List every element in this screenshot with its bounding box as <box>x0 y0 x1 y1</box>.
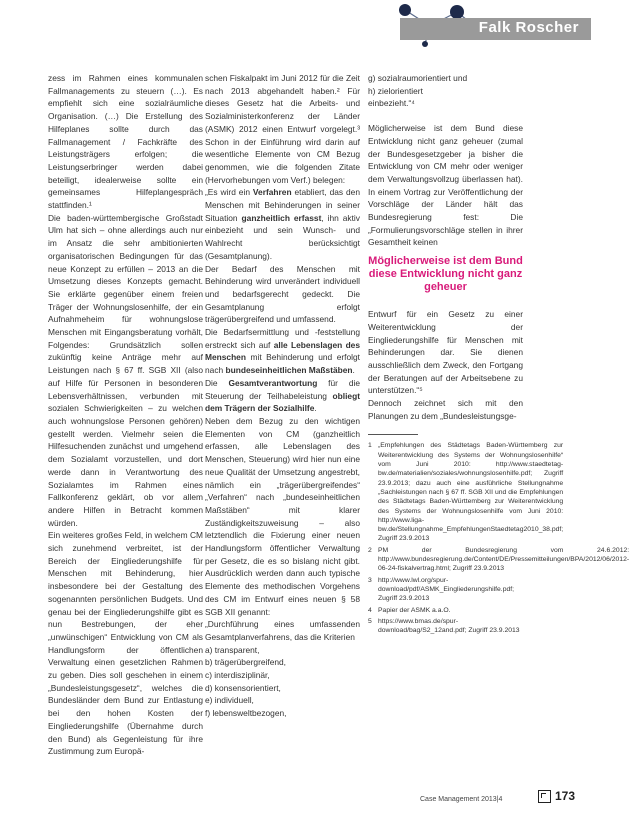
footnote-number: 3 <box>368 576 372 584</box>
list-item: h) zielorientiert <box>368 85 423 96</box>
list-item: einbezieht.“⁴ <box>368 98 415 109</box>
text-span: . <box>314 403 317 414</box>
footnote-text: Papier der ASMK a.a.O. <box>378 606 451 614</box>
list-item: b) trägerübergreifend, <box>205 657 287 668</box>
text-span: Die Bedarfsermittlung und -feststellung erstreckt sich auf <box>205 327 360 350</box>
footnote-number: 4 <box>368 606 372 614</box>
footnote-text: https://www.bmas.de/spur-download/bag/S2_12and.pdf; Zugriff 23.9.2013 <box>378 617 520 635</box>
footnote <box>368 606 523 615</box>
text-span: etabliert, das den Menschen mit Behinderungen in seiner Situation <box>205 187 360 223</box>
footnote <box>368 441 564 543</box>
journal-logo-icon <box>538 790 551 803</box>
page-number: 173 <box>555 789 576 803</box>
text-span: , ihn aktiv einbezieht und sein Wunsch- und Wahlrecht berücksichtigt (Gesamtplanung). <box>205 212 360 261</box>
list-item: e) individuell, <box>205 695 254 706</box>
paragraph: zess im Rahmen eines kommunalen Fallmanagements zu steuern (…). Es empfiehlt sich eine sozialräumliche Organisation. (…) Die Erstellung des Hilfeplanes sollte durch das Fallmanagement / Fachkräfte des Leistungsträgers erfolgen; die Leistungserbringer werden dabei beteiligt, idealerweise sollte ein gemeinsames Hilfeplangespräch stattfinden.¹ <box>48 73 203 211</box>
paragraph: Dennoch zeichnet sich mit den Planungen zu dem „Bundesleistungsge- <box>368 398 523 421</box>
quote-paragraph: Der Bedarf des Menschen mit Behinderung wird unverändert individuell und bedarfsgerecht gedeckt. Die Gesamtplanung erfolgt trägerübergreifend und umfassend. <box>205 263 360 325</box>
bold-text: alle Lebenslagen des Menschen <box>205 339 360 363</box>
quote-paragraph <box>205 186 360 262</box>
quote-paragraph <box>205 377 360 415</box>
text-span: mit Behinderung und erfolgt nach <box>205 352 360 376</box>
footnote-number: 1 <box>368 442 372 450</box>
footnote-text: „Empfehlungen des Städtetags Baden-Württemberg zur Weiterentwicklung des Systems der Wohnungslosenhilfe“ vom Juni 2010: http://www.staedtetag-bw.de/materialien/soziales/wohnungslosenhilfe.pdf; Zugriff 23.9.2013; dazu auch eine ausführliche Stellungnahme „Sachleistungen nach § 67 ff. SGB XII und die Empfehlungen des Städtetags Baden-Württemberg zur Weiterentwicklung des Systems der Wohnungslosenhilfe vom Juni 2010: http://www.liga-bw.de/Stellungnahme_EmpfehlungenStaedtetag2010_38.pdf; Zugriff 23.9.2013 <box>378 442 564 543</box>
column-2 <box>205 72 360 720</box>
list-item: a) transparent, <box>205 644 260 655</box>
footnote <box>368 576 523 604</box>
page-header <box>0 0 591 48</box>
footnote-text: PM der Bundesregierung vom 24.6.2012: http://www.bundesregierung.de/Content/DE/Pressemitteilungen/BPA/2012/06/2012-06-24-fiskalvertrag.html; Zugriff 23.9.2013 <box>378 546 629 573</box>
column-3 <box>368 72 629 637</box>
bold-text: ganzheitlich erfasst <box>241 212 322 223</box>
paragraph: „Durchführung eines umfassenden Gesamtplanverfahrens, das die Kriterien <box>205 619 360 642</box>
journal-name: Case Management 2013|4 <box>420 796 503 803</box>
paragraph: schen Fiskalpakt im Juni 2012 für die Zeit nach 2013 abgehandelt haben.² Für dieses Gesetz hat die Arbeits- und Sozialministerkonferenz der Länder (ASMK) 2012 einen Entwurf vorgelegt.³ Schon in der Einführung wird darin auf wesentliche Elemente von CM Bezug genommen, wie die folgenden Zitate (Hervorhebungen vom Verf.) belegen: <box>205 73 360 185</box>
list-item: c) interdisziplinär, <box>205 670 270 681</box>
footnote-number: 2 <box>368 546 372 554</box>
paragraph: Ein weiteres großes Feld, in welchem CM sich zunehmend verbreitet, ist der Bereich der Eingliederungshilfe für Menschen mit Behinderung, hier insbesondere bei der Gestaltung des sogenannten persönlichen Budgets. Und genau bei der Eingliederungshilfe gibt es nun Bestrebungen, der eher „unwünschigen“ Entwicklung von CM als Handlungsform der öffentlichen Verwaltung einen gesetzlichen Rahmen zu geben. Dies soll geschehen in einem „Bundesleistungsgesetz“, welches die Bundesländer dem Bund zur Entlastung bei den hohen Kosten der Eingliederungshilfe (Übernahme durch den Bund) als Gegenleistung für ihre Zustimmung zum Europä- <box>48 530 203 757</box>
paragraph: Entwurf für ein Gesetz zu einer Weiterentwicklung der Eingliederungshilfe für Menschen mit Behinderungen dar. Sie dienen ausschließlich dem Zweck, den Fortgang der Beratungen auf der Arbeitsebene zu unterstützen.“⁵ <box>368 309 523 396</box>
text-span: „Es wird ein <box>205 187 253 198</box>
author-name: Falk Roscher <box>478 19 579 36</box>
bold-text: bundeseinheitlichen Maßstäben <box>225 365 353 376</box>
quote-paragraph <box>205 326 360 377</box>
footnote-divider <box>368 434 418 435</box>
bold-text: Gesamtverantwortung <box>228 377 318 388</box>
text-span: Die <box>205 377 229 388</box>
column-1 <box>48 72 203 758</box>
list-item: d) konsensorientiert, <box>205 682 281 693</box>
paragraph: Die baden-württembergische Großstadt Ulm hat sich – ohne allerdings auch nur im Ansatz die sehr ambitionierten organisatorischen Bedingungen für das neue Konzept zu erfüllen – 2013 an die Umsetzung dieses Konzepts gemacht. Sie erklärte gegenüber einem freien Träger der Wohnungslosenhilfe, der ein Aufnahmeheim für wohnungslose Menschen mit Eingangsberatung vorhält, Folgendes: Grundsätzlich sollen zukünftig keine Anträge mehr auf Leistungen nach § 67 ff. SGB XII (also auf Hilfe für Personen in besonderen Lebensverhältnissen, verbunden mit sozialen Schwierigkeiten – zu welchen auch wohnungslose Personen gehören) gestellt werden. Vielmehr seien die Hilfesuchenden zunächst und umgehend dem Sozialamt vorzustellen, und dort werde dann in Verantwortung des Sozialamtes im Rahmen eines Fallkonferenz geklärt, ob vor allem andere Hilfen in Betracht kommen würden. <box>48 212 203 528</box>
text-span: für die Steuerung der Teilhabeleistung <box>205 377 360 401</box>
footnote <box>368 546 629 574</box>
footnote-number: 5 <box>368 617 372 625</box>
footnote-text: http://www.lwl.org/spur-download/pdf/ASMK_Eingliederungshilfe.pdf; Zugriff 23.9.2013 <box>378 576 515 603</box>
pull-quote: Möglicherweise ist dem Bund diese Entwicklung nicht ganz geheuer <box>368 255 523 294</box>
list-item: g) sozialraumorientiert und <box>368 73 468 83</box>
footnote <box>368 617 523 636</box>
text-span: . <box>352 365 355 376</box>
bold-text: Verfahren <box>252 187 292 198</box>
paragraph: Neben dem Bezug zu den wichtigen Elementen von CM (ganzheitlich erfassen, alle Lebenslagen des Menschen, Steuerung) wird hier nun eine neue Qualität der Umsetzung angestrebt, nämlich ein „trägerübergreifendes“ „Verfahren“ nach „bundeseinheitlichen Maßstäben“ mit klarer Zuständigkeitszuweisung – also letztendlich die Fixierung einer neuen Handlungsform öffentlicher Verwaltung per Gesetz, die es so bislang nicht gibt. Ausdrücklich werden dann auch typische Elemente des methodischen Vorgehens des CM im Entwurf eines neuen § 58 SGB XII genannt: <box>205 415 360 617</box>
paragraph: Möglicherweise ist dem Bund diese Entwicklung nicht ganz geheuer (zumal der Bundesgesetzgeber ja bisher die Entwicklung von CM mehr oder weniger dem Verwaltungsvollzug überlassen hat). In einem Vortrag zur Veröffentlichung der Vorschläge der Länder hält das Bundesregierung fest: Die „Formulierungsvorschläge stellen in ihrer Gesamtheit keinen <box>368 123 523 248</box>
bold-text: obliegt dem Trägern der Sozialhilfe <box>205 390 360 414</box>
list-item: f) lebensweltbezogen, <box>205 708 287 719</box>
